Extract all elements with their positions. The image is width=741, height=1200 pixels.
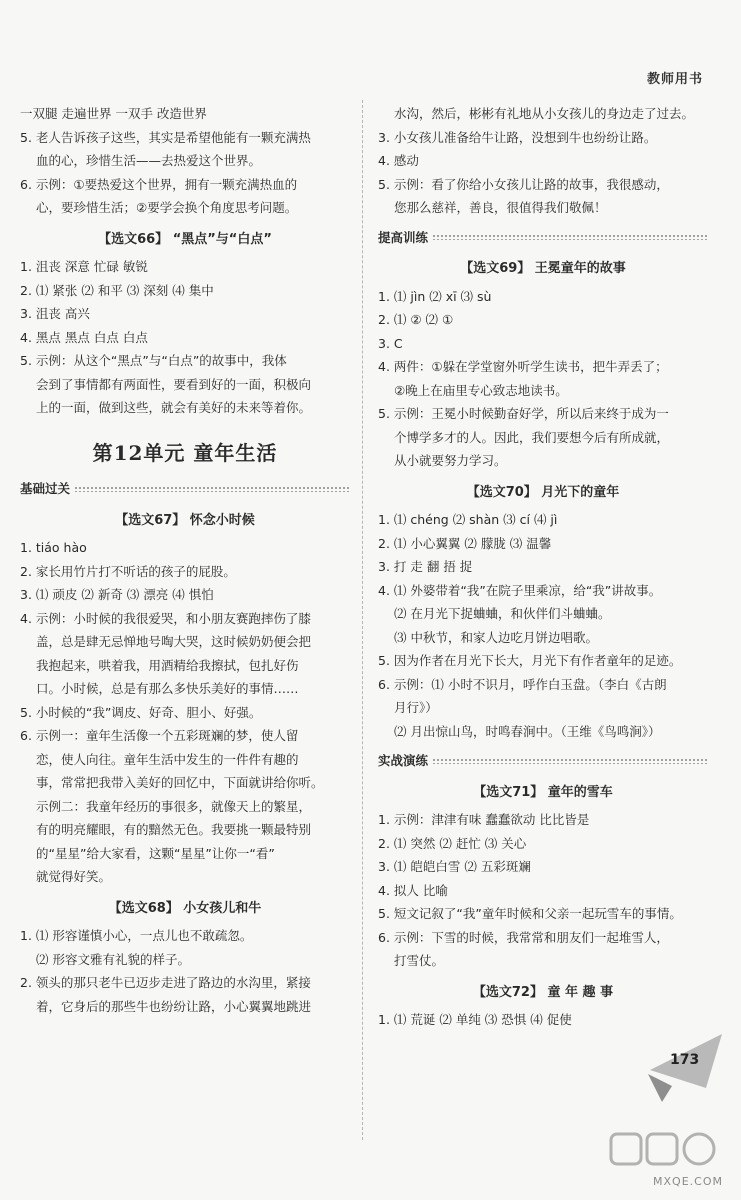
answer-line: 1. tiáo hào bbox=[20, 540, 87, 555]
column-divider bbox=[362, 100, 363, 1140]
answer-line: 的“星星”给大家看，这颗“星星”让你一“看” bbox=[36, 845, 275, 861]
left-column bbox=[20, 102, 350, 1018]
dotted-rule bbox=[74, 486, 350, 492]
answer-line: 3. 沮丧 高兴 bbox=[20, 306, 90, 321]
page-number: 173 bbox=[670, 1052, 700, 1068]
answer-line: 4. 拟人 比喻 bbox=[378, 882, 448, 898]
answer-line: 2. ⑴ 突然 ⑵ 赶忙 ⑶ 关心 bbox=[378, 835, 527, 851]
answer-line: 会到了事情都有两面性，要看到好的一面，积极向 bbox=[36, 376, 312, 392]
section-band-advanced bbox=[378, 226, 708, 250]
answer-line: 2. 领头的那只老牛已迈步走进了路边的水沟里，紧接 bbox=[20, 975, 311, 990]
section-band-label: 提高训练 bbox=[378, 229, 429, 245]
answer-line: 5. 示例：看了你给小女孩儿让路的故事，我很感动， bbox=[378, 176, 669, 192]
answer-line: 4. 示例：小时候的我很爱哭，和小朋友赛跑摔伤了膝 bbox=[20, 610, 311, 626]
answer-line: 4. 两件：①躲在学堂窗外听学生读书，把牛弄丢了； bbox=[378, 359, 668, 374]
answer-line: 3. C bbox=[378, 335, 403, 351]
answer-line: 2. ⑴ 小心翼翼 ⑵ 朦胧 ⑶ 温馨 bbox=[378, 535, 552, 551]
section-title-69: 【选文69】 王冕童年的故事 bbox=[460, 261, 626, 276]
answer-line: 恋，使人向往。童年生活中发生的一件件有趣的 bbox=[36, 751, 299, 767]
section-title-72: 【选文72】 童 年 趣 事 bbox=[472, 984, 614, 1000]
answer-line: 我抱起来，哄着我，用酒精给我擦拭，包扎好伤 bbox=[36, 657, 299, 673]
section-title-68: 【选文68】 小女孩儿和牛 bbox=[108, 900, 262, 916]
answer-line: 打雪仗。 bbox=[394, 953, 445, 968]
answer-line: 3. ⑴ 皑皑白雪 ⑵ 五彩斑斓 bbox=[378, 859, 531, 874]
answer-line: 血的心，珍惜生活——去热爱这个世界。 bbox=[36, 153, 262, 168]
answer-line: 3. 小女孩儿准备给牛让路，没想到牛也纷纷让路。 bbox=[378, 129, 657, 145]
unit-title: 第12单元 童年生活 bbox=[92, 440, 278, 465]
section-band-label: 实战演练 bbox=[378, 753, 429, 768]
right-column bbox=[378, 102, 708, 1032]
answer-line: 1. ⑴ chéng ⑵ shàn ⑶ cí ⑷ jì bbox=[378, 512, 558, 527]
answer-line: 1. ⑴ jìn ⑵ xī ⑶ sù bbox=[378, 288, 492, 304]
answer-line: 2. ⑴ 紧张 ⑵ 和平 ⑶ 深刻 ⑷ 集中 bbox=[20, 282, 214, 298]
watermark-logo-icon bbox=[609, 1130, 719, 1170]
answer-line: 1. 示例：津津有味 蠢蠢欲动 比比皆是 bbox=[378, 812, 590, 827]
section-title-70: 【选文70】 月光下的童年 bbox=[466, 484, 620, 500]
answer-line: 5. 老人告诉孩子这些，其实是希望他能有一颗充满热 bbox=[20, 129, 311, 145]
page-corner-triangle-icon bbox=[644, 1030, 724, 1108]
answer-line: 2. ⑴ ② ⑵ ① bbox=[378, 312, 454, 327]
answer-line: 1. ⑴ 荒诞 ⑵ 单纯 ⑶ 恐惧 ⑷ 促使 bbox=[378, 1012, 572, 1027]
answer-line: 有的明亮耀眼，有的黯然无色。我要挑一颗最特别 bbox=[36, 822, 312, 837]
section-title-67: 【选文67】 怀念小时候 bbox=[115, 512, 255, 528]
answer-line: ②晚上在庙里专心致志地读书。 bbox=[394, 382, 568, 398]
answer-line: 5. 因为作者在月光下长大，月光下有作者童年的足迹。 bbox=[378, 653, 682, 668]
dotted-rule bbox=[432, 234, 708, 240]
answer-line: 6. 示例：⑴ 小时不识月，呼作白玉盘。（李白《古朗 bbox=[378, 676, 667, 692]
answer-line: 口。小时候，总是有那么多快乐美好的事情…… bbox=[36, 681, 299, 696]
answer-line: 4. 黑点 黑点 白点 白点 bbox=[20, 329, 148, 345]
section-title-71: 【选文71】 童年的雪车 bbox=[473, 784, 613, 800]
answer-line: 您那么慈祥，善良，很值得我们敬佩！ bbox=[394, 200, 607, 215]
section-title-66: 【选文66】 “黑点”与“白点” bbox=[98, 231, 272, 247]
answer-line: 就觉得好笑。 bbox=[36, 869, 112, 884]
answer-line: ⑶ 中秋节，和家人边吃月饼边唱歌。 bbox=[394, 629, 598, 645]
answer-line: 水沟，然后，彬彬有礼地从小女孩儿的身边走了过去。 bbox=[394, 106, 695, 121]
section-band-basic bbox=[20, 477, 350, 501]
answer-line: 6. 示例：下雪的时候，我常常和朋友们一起堆雪人， bbox=[378, 929, 669, 945]
answer-line: 2. 家长用竹片打不听话的孩子的屁股。 bbox=[20, 563, 236, 579]
answer-line: 上的一面，做到这些，就会有美好的未来等着你。 bbox=[36, 400, 312, 415]
section-band-label: 基础过关 bbox=[20, 481, 71, 496]
answer-line: 1. 沮丧 深意 忙碌 敏锐 bbox=[20, 259, 148, 274]
answer-line: 6. 示例一：童年生活像一个五彩斑斓的梦，使人留 bbox=[20, 728, 299, 743]
answer-line: 3. ⑴ 顽皮 ⑵ 新奇 ⑶ 漂亮 ⑷ 惧怕 bbox=[20, 587, 214, 602]
answer-line: 一双腿 走遍世界 一双手 改造世界 bbox=[20, 106, 207, 121]
answer-line: 个博学多才的人。因此，我们要想今后有所成就， bbox=[394, 429, 670, 445]
answer-line: 月行》） bbox=[394, 700, 438, 715]
answer-line: 5. 示例：从这个“黑点”与“白点”的故事中，我体 bbox=[20, 353, 287, 368]
answer-line: 4. 感动 bbox=[378, 153, 419, 168]
answer-line: 1. ⑴ 形容谨慎小心，一点儿也不敢疏忽。 bbox=[20, 928, 253, 943]
section-band-practice bbox=[378, 749, 708, 773]
answer-line: 从小就要努力学习。 bbox=[394, 453, 507, 468]
answer-line: 4. ⑴ 外婆带着“我”在院子里乘凉，给“我”讲故事。 bbox=[378, 582, 662, 598]
answer-line: 事，常常把我带入美好的回忆中，下面就讲给你听。 bbox=[36, 775, 324, 790]
answer-line: 心，要珍惜生活；②要学会换个角度思考问题。 bbox=[36, 200, 298, 215]
answer-line: ⑵ 月出惊山鸟，时鸣春涧中。（王维《鸟鸣涧》） bbox=[394, 723, 661, 739]
answer-line: 3. 打 走 翻 捂 捉 bbox=[378, 559, 473, 574]
dotted-rule bbox=[432, 758, 708, 764]
page-header: 教师用书 bbox=[646, 72, 703, 87]
answer-line: 示例二：我童年经历的事很多，就像天上的繁星， bbox=[36, 798, 312, 814]
answer-line: 5. 示例：王冕小时候勤奋好学，所以后来终于成为一 bbox=[378, 406, 669, 421]
answer-line: 5. 短文记叙了“我”童年时候和父亲一起玩雪车的事情。 bbox=[378, 906, 682, 921]
answer-line: ⑵ 形容文雅有礼貌的样子。 bbox=[36, 951, 190, 967]
answer-line: 盖，总是肆无忌惮地号啕大哭，这时候奶奶便会把 bbox=[36, 634, 312, 649]
answer-line: 6. 示例：①要热爱这个世界，拥有一颗充满热血的 bbox=[20, 176, 298, 192]
answer-line: 5. 小时候的“我”调皮、好奇、胆小、好强。 bbox=[20, 704, 262, 720]
answer-line: ⑵ 在月光下捉蛐蛐，和伙伴们斗蛐蛐。 bbox=[394, 606, 611, 621]
watermark-text: MXQE.COM bbox=[653, 1175, 723, 1188]
answer-line: 着，它身后的那些牛也纷纷让路，小心翼翼地跳进 bbox=[36, 998, 312, 1014]
